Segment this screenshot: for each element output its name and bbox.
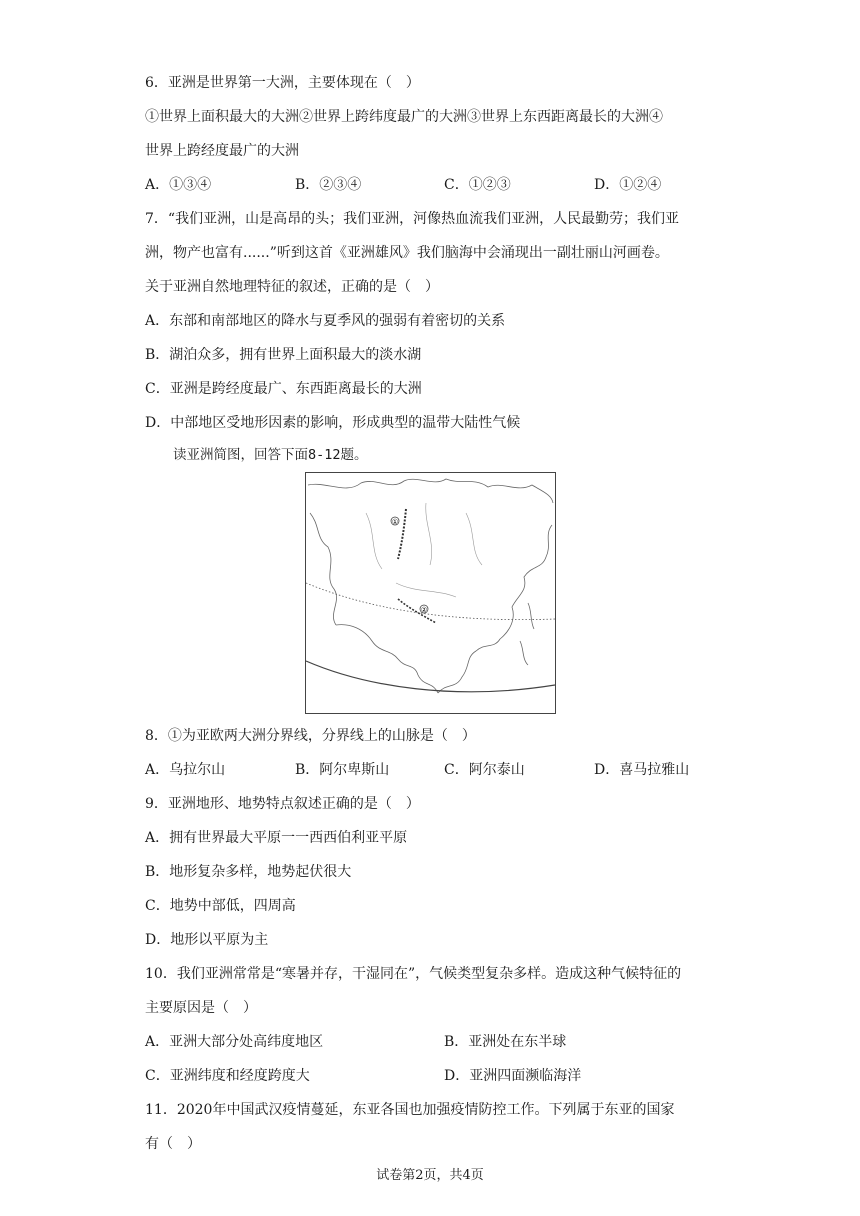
q7-text-line1: 7．“我们亚洲，山是高昂的头；我们亚洲，河像热血流我们亚洲，人民最勤劳；我们亚 <box>145 211 680 227</box>
q11-text-line1: 11．2020年中国武汉疫情蔓延，东亚各国也加强疫情防控工作。下列属于东亚的国家 <box>145 1102 675 1118</box>
map-intro: 读亚洲简图，回答下面8-12题。 <box>173 447 368 463</box>
q10-option-c: C．亚洲纬度和经度跨度大 <box>145 1068 310 1084</box>
latitude-solid-arc <box>306 661 555 692</box>
boundary-2 <box>398 599 436 623</box>
q6-option-a: A．①③④ <box>145 177 212 193</box>
q8-option-d: D．喜马拉雅山 <box>594 762 690 778</box>
q7-option-d: D．中部地区受地形因素的影响，形成典型的温带大陆性气候 <box>145 415 521 431</box>
map-label-1: ① <box>391 518 399 526</box>
q8-stem: 8．①为亚欧两大洲分界线，分界线上的山脉是（ ） <box>145 728 476 744</box>
q10-text-line2: 主要原因是（ ） <box>145 1000 257 1016</box>
q9-stem: 9．亚洲地形、地势特点叙述正确的是（ ） <box>145 796 420 812</box>
q7-option-a: A．东部和南部地区的降水与夏季风的强弱有着密切的关系 <box>145 313 506 329</box>
asia-map-drawing <box>306 473 555 713</box>
q6-text-line3: 世界上跨经度最广的大洲 <box>145 143 299 159</box>
q9-option-a: A．拥有世界最大平原一一西西伯利亚平原 <box>145 830 408 846</box>
q10-option-a: A．亚洲大部分处高纬度地区 <box>145 1034 324 1050</box>
q6-option-d: D．①②④ <box>594 177 662 193</box>
map-label-2: ② <box>420 606 428 614</box>
q10-option-b: B．亚洲处在东半球 <box>444 1034 567 1050</box>
page-footer: 试卷第2页，共4页 <box>376 1168 484 1183</box>
q9-option-b: B．地形复杂多样，地势起伏很大 <box>145 864 352 880</box>
q8-option-b: B．阿尔卑斯山 <box>295 762 390 778</box>
asia-coastline <box>308 479 553 693</box>
q7-option-c: C．亚洲是跨经度最广、东西距离最长的大洲 <box>145 381 422 397</box>
q6-option-c: C．①②③ <box>444 177 511 193</box>
q11-text-line2: 有（ ） <box>145 1136 201 1152</box>
q7-text-line3: 关于亚洲自然地理特征的叙述，正确的是（ ） <box>145 279 439 295</box>
latitude-dotted-line <box>306 583 555 620</box>
q6-text-line2: ①世界上面积最大的大洲②世界上跨纬度最广的大洲③世界上东西距离最长的大洲④ <box>145 109 663 125</box>
asia-map <box>305 472 556 714</box>
q8-option-a: A．乌拉尔山 <box>145 762 226 778</box>
q7-text-line2: 洲，物产也富有......”听到这首《亚洲雄风》我们脑海中会涌现出一副壮丽山河画卷。 <box>145 245 669 261</box>
q10-text-line1: 10．我们亚洲常常是“寒暑并存，干湿同在”，气候类型复杂多样。造成这种气候特征的 <box>145 966 682 982</box>
q9-option-c: C．地势中部低，四周高 <box>145 898 296 914</box>
q6-option-b: B．②③④ <box>295 177 362 193</box>
q10-option-d: D．亚洲四面濒临海洋 <box>444 1068 582 1084</box>
q7-option-b: B．湖泊众多，拥有世界上面积最大的淡水湖 <box>145 347 422 363</box>
q8-option-c: C．阿尔泰山 <box>444 762 525 778</box>
q6-stem: 6．亚洲是世界第一大洲，主要体现在（ ） <box>145 75 420 91</box>
q9-option-d: D．地形以平原为主 <box>145 932 269 948</box>
boundary-1-ural <box>398 509 406 559</box>
